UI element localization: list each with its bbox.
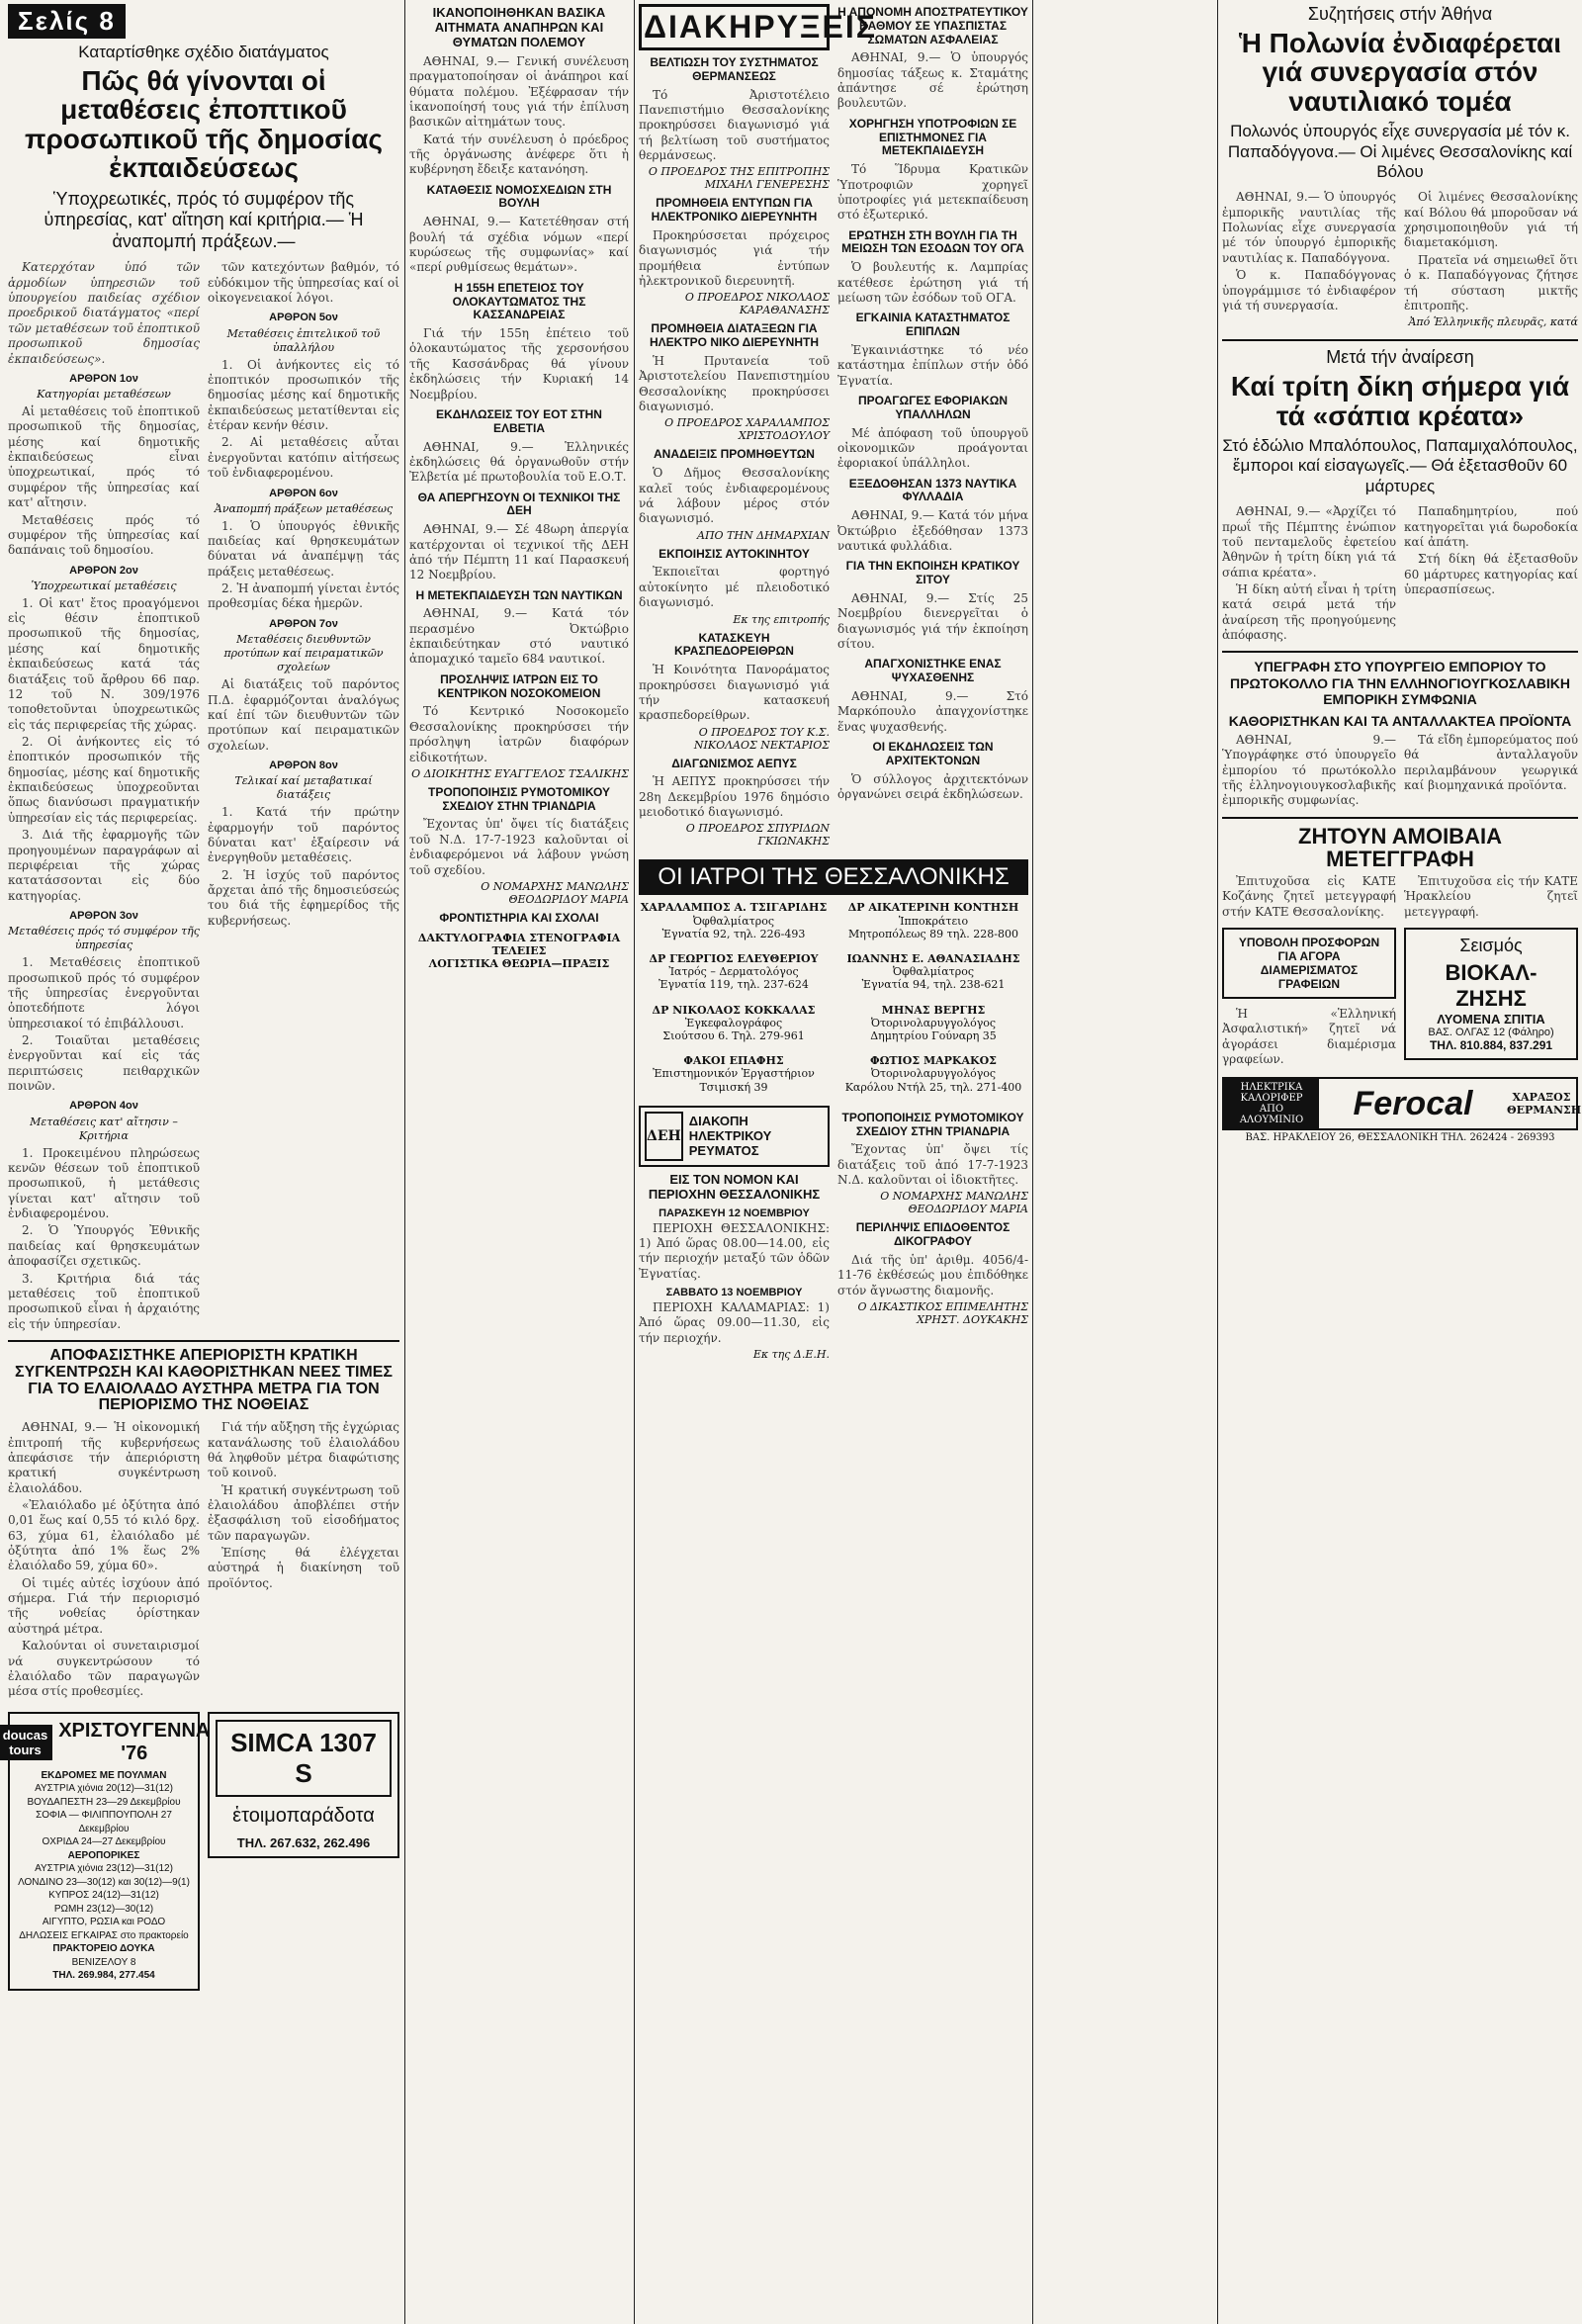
article-body: Τά εἴδη ἐμπορεύματος πού θά ἀνταλλαγοῦν περιλαμβάνουν γεωργικά καί βιομηχανικά προϊόντα. — [1404, 732, 1578, 792]
signature: Ο ΔΙΟΙΚΗΤΗΣ ΕΥΑΓΓΕΛΟΣ ΤΣΑΛΙΚΗΣ — [411, 766, 629, 780]
article-body: Ἐπιτυχοῦσα εἰς ΚΑΤΕ Κοζάνης ζητεῖ μετεγγραφή στήν ΚΑΤΕ Θεσσαλονίκης. — [1222, 873, 1396, 919]
article-headline: ΤΡΟΠΟΠΟΙΗΣΙΣ ΡΥΜΟΤΟΜΙΚΟΥ ΣΧΕΔΙΟΥ ΣΤΗΝ ΤΡΙΑΝΔΡΙΑ — [841, 1110, 1024, 1138]
travel-brand-logo: doucas tours — [0, 1725, 52, 1760]
article-heading: ΑΡΘΡΟΝ 7ον — [269, 617, 338, 630]
article-body: ΑΘΗΝΑΙ, 9.— Γενική συνέλευση πραγματοποίησαν οἱ ἀνάπηροι καί θύματα πολέμου. Ἐξέφρασαν τήν ἱκανοποίησή τους γιά τήν ἐπίλυση βασικῶν αἰτημάτων τους. Κατά τήν συνέλευση ὁ πρόεδρος τῆς ὀργάνωσης ἀνέφερε ὅτι ἡ κυβέρνηση ἔδειξε κατανόηση. — [409, 53, 629, 177]
article-heading: ΑΡΘΡΟΝ 4ον — [69, 1100, 138, 1113]
headline: Πῶς θά γίνονται οἱ μεταθέσεις ἐποπτικοῦ προσωπικοῦ τῆς δημοσίας ἐκπαιδεύσεως — [25, 65, 383, 184]
column-news — [409, 0, 629, 2324]
article-body: Ἡ Κοινότητα Πανοράματος προκηρύσσει διαγωνισμό γιά τήν κατασκευή κρασπεδορείθρων. — [639, 663, 830, 723]
article-headline: ΖΗΤΟΥΝ ΑΜΟΙΒΑΙΑ ΜΕΤΕΓΓΡΑΦΗ — [1298, 823, 1502, 871]
deck: Στό ἑδώλιο Μπαλόπουλος, Παπαμιχαλόπουλος, ἔμποροι καί εἰσαγωγεῖς.— Θά ἐξετασθοῦν 60 μάρτυρες — [1222, 436, 1578, 495]
ferocal-logo: Ferocal — [1353, 1084, 1473, 1122]
article-body: Ἐπιτυχοῦσα εἰς τήν ΚΑΤΕ Ἡρακλείου ζητεῖ μετεγγραφή. — [1404, 873, 1578, 919]
article-headline: ΠΡΟΜΗΘΕΙΑ ΔΙΑΤΑΞΕΩΝ ΓΙΑ ΗΛΕΚΤΡΟ ΝΙΚΟ ΔΙΕΡΕΥΝΗΤΗ — [650, 321, 819, 350]
article-headline: ΦΡΟΝΤΙΣΤΗΡΙΑ ΚΑΙ ΣΧΟΛΑΙ — [439, 910, 599, 925]
article-body: ΠΕΡΙΟΧΗ ΚΑΛΑΜΑΡΙΑΣ: 1) Ἀπό ὥρας 09.00—11.30, εἰς τήν περιοχήν. — [639, 1300, 830, 1345]
signature: Εκ της Δ.Ε.Η. — [752, 1348, 830, 1362]
article-headline: ΑΠΟΦΑΣΙΣΤΗΚΕ ΑΠΕΡΙΟΡΙΣΤΗ ΚΡΑΤΙΚΗ ΣΥΓΚΕΝΤΡΩΣΗ ΚΑΙ ΚΑΘΟΡΙΣΤΗΚΑΝ ΝΕΕΣ ΤΙΜΕΣ ΓΙΑ ΤΟ ΕΛΑΙΟΛΑΔΟ ΑΥΣΤΗΡΑ ΜΕΤΡΑ ΓΙΑ ΤΟΝ ΠΕΡΙΟΡΙΣΜΟ ΤΗΣ ΝΟΘΕΙΑΣ — [14, 1346, 394, 1414]
article-body: Ἡ «Ἑλληνική Ἀσφαλιστική» ζητεῖ νά ἀγοράσει διαμέρισμα γραφείων. — [1222, 1006, 1396, 1066]
article-body: Τό Ἀριστοτέλειο Πανεπιστήμιο Θεσσαλονίκης προκηρύσσει διαγωνισμό γιά τή βελτίωση τοῦ συστήματος θερμάνσεως. — [639, 87, 830, 163]
article-headline: ΕΚΠΟΙΗΣΙΣ ΑΥΤΟΚΙΝΗΤΟΥ — [659, 546, 810, 561]
divider — [1222, 817, 1578, 819]
article-body: ΑΘΗΝΑΙ, 9.— Ὁ ὑπουργός ἐμπορικῆς ναυτιλίας τῆς Πολωνίας εἶχε συνεργασία μέ τόν ὑπουργό ἐμπορικῆς ναυτιλίας κ. Παπαδόγγονα. Ὁ κ. Παπαδόγγονας ὑπογράμμισε τό ἐνδιαφέρον γιά τή συνεργασία. — [1222, 190, 1396, 313]
article-headline: ΕΞΕΔΟΘΗΣΑΝ 1373 ΝΑΥΤΙΚΑ ΦΥΛΛΑΔΙΑ — [848, 476, 1017, 504]
divider — [1222, 651, 1578, 653]
article-subheading: Μεταθέσεις πρός τό συμφέρον τῆς ὑπηρεσίας — [8, 925, 200, 952]
article-headline: Η ΜΕΤΕΚΠΑΙΔΕΥΣΗ ΤΩΝ ΝΑΥΤΙΚΩΝ — [415, 587, 623, 602]
doctors-directory-title: ΟΙ ΙΑΤΡΟΙ ΤΗΣ ΘΕΣΣΑΛΟΝΙΚΗΣ — [639, 859, 1028, 895]
headline: Καί τρίτη δίκη σήμερα γιά τά «σάπια κρέατα» — [1230, 371, 1570, 431]
article-headline: ΑΠΑΓΧΟΝΙΣΤΗΚΕ ΕΝΑΣ ΨΥΧΑΣΘΕΝΗΣ — [864, 657, 1002, 685]
doctor-listing: ΙΩΑΝΝΗΣ Ε. ΑΘΑΝΑΣΙΑΔΗΣ Ὀφθαλμίατρος Ἐγνατία 94, τηλ. 238-621 — [846, 952, 1020, 992]
signature: Ο ΠΡΟΕΔΡΟΣ ΧΑΡΑΛΑΜΠΟΣ ΧΡΙΣΤΟΔΟΥΛΟΥ — [664, 416, 830, 443]
ferocal-address: ΒΑΣ. ΗΡΑΚΛΕΙΟΥ 26, ΘΕΣΣΑΛΟΝΙΚΗ ΤΗΛ. 262424 - 269393 — [1245, 1132, 1555, 1144]
article-body: ΑΘΗΝΑΙ, 9.— Κατά τόν μήνα Ὀκτώβριο ἐξεδόθησαν 1373 ναυτικά φυλλάδια. — [837, 508, 1028, 553]
doctor-listing: ΦΑΚΟΙ ΕΠΑΦΗΣ Ἐπιστημονικόν Ἐργαστήριον Τσιμισκή 39 — [653, 1054, 815, 1094]
article-heading: ΑΡΘΡΟΝ 6ον — [269, 487, 338, 499]
doctor-listing: ΔΡ ΑΙΚΑΤΕΡΙΝΗ ΚΟΝΤΗΣΗ Ἱπποκράτειο Μητροπόλεως 89 τηλ. 228-800 — [847, 901, 1019, 940]
doctor-listing: ΔΡ ΓΕΩΡΓΙΟΣ ΕΛΕΥΘΕΡΙΟΥ Ἰατρός – Δερματολόγος Ἐγνατία 119, τηλ. 237-624 — [649, 952, 819, 992]
article-body: Ἡ ΑΕΠΥΣ προκηρύσσει τήν 28η Δεκεμβρίου 1976 δημόσιο μειοδοτικό διαγωνισμό. — [639, 774, 830, 820]
article-body: Ἔχοντας ὑπ' ὄψει τίς διατάξεις τοῦ Ν.Δ. 17-7-1923 καλοῦνται οἱ ἐνδιαφερόμενοι νά λάβουν γνώση τοῦ σχεδίου. — [409, 817, 629, 877]
signature: Ο ΔΙΚΑΣΤΙΚΟΣ ΕΠΙΜΕΛΗΤΗΣ ΧΡΗΣΤ. ΔΟΥΚΑΚΗΣ — [857, 1300, 1028, 1327]
article-headline: ΠΡΟΜΗΘΕΙΑ ΕΝΤΥΠΩΝ ΓΙΑ ΗΛΕΚΤΡΟΝΙΚΟ ΔΙΕΡΕΥΝΗΤΗ — [651, 196, 818, 224]
kicker: Μετά τήν ἀναίρεση — [1326, 347, 1474, 368]
deh-notice-header — [639, 1106, 830, 1167]
article-headline: ΠΡΟΣΛΗΨΙΣ ΙΑΤΡΩΝ ΕΙΣ ΤΟ ΚΕΝΤΡΙΚΟΝ ΝΟΣΟΚΟΜΕΙΟΝ — [437, 671, 601, 700]
announcements-banner: ΔΙΑΚΗΡΥΞΕΙΣ — [639, 4, 830, 50]
article-subheading: Μεταθέσεις κατ' αἴτησιν – Κριτήρια — [30, 1115, 178, 1142]
offer-notice: ΥΠΟΒΟΛΗ ΠΡΟΣΦΟΡΩΝ ΓΙΑ ΑΓΟΡΑ ΔΙΑΜΕΡΙΣΜΑΤΟΣ ΓΡΑΦΕΙΩΝ — [1222, 928, 1396, 999]
deh-title: ΔΙΑΚΟΠΗ ΗΛΕΚΤΡΙΚΟΥ ΡΕΥΜΑΤΟΣ — [688, 1114, 772, 1159]
article-body: ΑΘΗΝΑΙ, 9.— Κατά τόν περασμένο Ὀκτώβριο ἐκπαιδεύτηκαν στό ναυτικό ἀπομαχικό ταμεῖο 684 ναυτικοί. — [409, 606, 629, 667]
column-rule — [634, 0, 635, 2324]
deh-day: ΣΑΒΒΑΤΟ 13 ΝΟΕΜΒΡΙΟΥ — [665, 1287, 803, 1299]
article-body: Διά τῆς ὑπ' ἀριθμ. 4056/4-11-76 ἐκθέσεώς μου ἐπιδόθηκε στόν ἄγνωστης διαμονῆς. — [837, 1252, 1028, 1297]
signature: Ο ΠΡΟΕΔΡΟΣ ΝΙΚΟΛΑΟΣ ΚΑΡΑΘΑΝΑΣΗΣ — [684, 291, 830, 317]
doctor-listing: ΦΩΤΙΟΣ ΜΑΡΚΑΚΟΣ Ὀτορινολαρυγγολόγος Καρόλου Ντήλ 25, τηλ. 271-400 — [844, 1054, 1022, 1094]
doctor-listing: ΧΑΡΑΛΑΜΠΟΣ Α. ΤΣΙΓΑΡΙΔΗΣ Ὀφθαλμίατρος Ἐγνατία 92, τηλ. 226-493 — [640, 901, 828, 940]
article-headline: ΥΠΕΓΡΑΦΗ ΣΤΟ ΥΠΟΥΡΓΕΙΟ ΕΜΠΟΡΙΟΥ ΤΟ ΠΡΩΤΟΚΟΛΛΟ ΓΙΑ ΤΗΝ ΕΛΛΗΝΟΓΙΟΥΓΚΟΣΛΑΒΙΚΗ ΕΜΠΟΡΙΚΗ ΣΥΜΦΩΝΙΑ — [1230, 659, 1570, 707]
ad-travel — [2, 1712, 211, 1991]
article-body: ΑΘΗΝΑΙ, 9.— «Ἀρχίζει τό πρωΐ τῆς Πέμπτης ἐνώπιον τοῦ πενταμελοῦς ἐφετείου Ἀθηνῶν ἡ τρίτη δίκη γιά τά σάπια κρέατα». Ἡ δίκη αὐτή εἶναι ἡ τρίτη κατά σειρά μετά τήν ἀναίρεση τῆς προηγούμενης ἀπόφασης. — [1222, 504, 1396, 643]
article-body: Τό Κεντρικό Νοσοκομεῖο Θεσσαλονίκης προκηρύσσει τήν πρόσληψη ἰατρῶν διαφόρων εἰδικοτήτων. — [409, 704, 629, 764]
article-subheading: Μεταθέσεις ἐπιτελικοῦ τοῦ ὑπαλλήλου — [226, 326, 381, 354]
article-body: Ὁ σύλλογος ἀρχιτεκτόνων ὀργανώνει σειρά ἐκδηλώσεων. — [837, 771, 1028, 801]
article-body: Γιά τήν αὔξηση τῆς ἐγχώριας κατανάλωσης τοῦ ἐλαιολάδου θά ληφθοῦν μέτρα διαφώτισης τοῦ κοινοῦ. Ἡ κρατική συγκέντρωση τοῦ ἐλαιολάδου ἀποβλέπει στήν ἐξασφάλιση τοῦ εἰσοδήματος τῶν παραγωγῶν. Ἐπίσης θά ἐλέγχεται αὐστηρά ἡ διακίνηση τοῦ προϊόντος. — [208, 1420, 399, 1590]
deh-subtitle: ΕΙΣ ΤΟΝ ΝΟΜΟΝ ΚΑΙ ΠΕΡΙΟΧΗΝ ΘΕΣΣΑΛΟΝΙΚΗΣ — [648, 1171, 821, 1202]
car-model: SIMCA 1307 S — [216, 1720, 392, 1797]
article-heading: ΑΡΘΡΟΝ 8ον — [269, 759, 338, 771]
signature: Ο ΠΡΟΕΔΡΟΣ ΣΠΥΡΙΔΩΝ ΓΚΙΩΝΑΚΗΣ — [685, 822, 830, 849]
article-headline: ΕΡΩΤΗΣΗ ΣΤΗ ΒΟΥΛΗ ΓΙΑ ΤΗ ΜΕΙΩΣΗ ΤΩΝ ΕΣΟΔΩΝ ΤΟΥ ΟΓΑ — [841, 227, 1024, 256]
ad-earthquake-houses: Σεισμός ΒΙΟΚΑΛ-ΖΗΣΗΣ ΛΥΟΜΕΝΑ ΣΠΙΤΙΑ ΒΑΣ. ΟΛΓΑΣ 12 (Φάληρο) ΤΗΛ. 810.884, 837.291 — [1404, 928, 1578, 1060]
column-rule — [1217, 0, 1218, 2324]
tutoring-ad: ΔΑΚΤΥΛΟΓΡΑΦΙΑ ΣΤΕΝΟΓΡΑΦΙΑ ΤΕΛΕΙΕΣ ΛΟΓΙΣΤΙΚΑ ΘΕΩΡΙΑ—ΠΡΑΞΙΣ — [417, 931, 621, 971]
article-heading: ΑΡΘΡΟΝ 5ον — [269, 312, 338, 324]
article-headline: Η 155Η ΕΠΕΤΕΙΟΣ ΤΟΥ ΟΛΟΚΑΥΤΩΜΑΤΟΣ ΤΗΣ ΚΑΣΣΑΝΔΡΕΙΑΣ — [452, 280, 586, 322]
car-status: ἑτοιμοπαράδοτα — [232, 1804, 375, 1827]
article-body: ΑΘΗΝΑΙ, 9.— Ὑπογράφηκε στό ὑπουργεῖο ἐμπορίου τό πρωτόκολλο τῆς ἑλληνογιουγκοσλαβικῆς ἐμπορικῆς συμφωνίας. — [1222, 732, 1396, 808]
article-body: Μέ ἀπόφαση τοῦ ὑπουργοῦ οἰκονομικῶν προάγονται ἐφοριακοί ὑπάλληλοι. — [837, 425, 1028, 471]
dateline: ΑΘΗΝΑΙ, 9.— Ἡ οἰκονομική ἐπιτροπή τῆς κυβερνήσεως ἀπεφάσισε τήν ἀπεριόριστη κρατική συγκέντρωση ἐλαιολάδου. — [8, 1420, 200, 1495]
article-headline: ΑΝΑΔΕΙΞΙΣ ΠΡΟΜΗΘΕΥΤΩΝ — [654, 447, 815, 462]
signature: Ο ΝΟΜΑΡΧΗΣ ΜΑΝΩΛΗΣ ΘΕΟΔΩΡΙΔΟΥ ΜΑΡΙΑ — [481, 879, 629, 906]
signature: Ἀπό Ἑλληνικῆς πλευρᾶς, κατά — [1408, 315, 1578, 329]
article-headline: ΚΑΤΑΣΚΕΥΗ ΚΡΑΣΠΕΔΟΡΕΙΘΡΩΝ — [674, 630, 794, 659]
article-body: Γιά τήν 155η ἐπέτειο τοῦ ὁλοκαυτώματος τῆς χερσονήσου τῆς Κασσάνδρας θά γίνουν ἐκδηλώσεις τήν Κυριακή 14 Νοεμβρίου. — [409, 326, 629, 402]
deh-day: ΠΑΡΑΣΚΕΥΗ 12 ΝΟΕΜΒΡΙΟΥ — [659, 1207, 810, 1219]
article-body: Τό Ἵδρυμα Κρατικῶν Ὑποτροφιῶν χορηγεῖ ὑποτροφίες γιά μετεκπαίδευση στό ἐξωτερικό. — [837, 162, 1028, 223]
article-headline: Η ΑΠΟΝΟΜΗ ΑΠΟΣΤΡΑΤΕΥΤΙΚΟΥ ΒΑΘΜΟΥ ΣΕ ΥΠΑΣΠΙΣΤΑΣ ΣΩΜΑΤΩΝ ΑΣΦΑΛΕΙΑΣ — [837, 5, 1028, 46]
signature: Ο ΠΡΟΕΔΡΟΣ ΤΗΣ ΕΠΙΤΡΟΠΗΣ ΜΙΧΑΗΛ ΓΕΝΕΡΕΣΗΣ — [648, 165, 830, 192]
article-headline: ΔΙΑΓΩΝΙΣΜΟΣ ΑΕΠΥΣ — [671, 756, 797, 770]
article-heading: ΑΡΘΡΟΝ 1ον — [69, 372, 138, 385]
column-rule — [404, 0, 405, 2324]
deh-logo-icon: ΔΕΗ — [645, 1112, 683, 1161]
article-headline: ΘΑ ΑΠΕΡΓΗΣΟΥΝ ΟΙ ΤΕΧΝΙΚΟΙ ΤΗΣ ΔΕΗ — [417, 490, 621, 518]
doctor-listing: ΔΡ ΝΙΚΟΛΑΟΣ ΚΟΚΚΑΛΑΣ Ἐγκεφαλογράφος Σιούτσου 6. Τηλ. 279-961 — [652, 1003, 816, 1042]
article-body: Ἡ Πρυτανεία τοῦ Ἀριστοτελείου Πανεπιστημίου Θεσσαλονίκης προκηρύσσει διαγωνισμό. — [639, 354, 830, 414]
article-body: ΑΘΗΝΑΙ, 9.— Στίς 25 Νοεμβρίου διενεργεῖται ὁ διαγωνισμός γιά τήν ἐκποίηση σίτου. — [837, 590, 1028, 652]
kicker: Καταρτίσθηκε σχέδιο διατάγματος — [78, 43, 329, 61]
article-headline: ΠΕΡΙΛΗΨΙΣ ΕΠΙΔΟΘΕΝΤΟΣ ΔΙΚΟΓΡΑΦΟΥ — [855, 1220, 1011, 1249]
article-headline: ΚΑΘΟΡΙΣΤΗΚΑΝ ΚΑΙ ΤΑ ΑΝΤΑΛΛΑΚΤΕΑ ΠΡΟΪΟΝΤΑ — [1228, 712, 1572, 729]
signature: ΑΠΟ ΤΗΝ ΔΗΜΑΡΧΙΑΝ — [697, 528, 830, 542]
article-headline: ΓΙΑ ΤΗΝ ΕΚΠΟΙΗΣΗ ΚΡΑΤΙΚΟΥ ΣΙΤΟΥ — [845, 559, 1020, 587]
article-body: Παπαδημητρίου, πού κατηγορεῖται γιά δωροδοκία καί ἀπάτη. Στή δίκη θά ἐξετασθοῦν 60 μάρτυρες κατηγορίας καί ὑπερασπίσεως. — [1404, 504, 1578, 597]
article-subheading: Τελικαί καί μεταβατικαί διατάξεις — [234, 774, 373, 802]
column-shipping — [1222, 0, 1582, 2324]
article-body: Ἐκποιεῖται φορτηγό αὐτοκίνητο μέ πλειοδοτικό διαγωνισμό. — [639, 565, 830, 610]
doctor-listing: ΜΗΝΑΣ ΒΕΡΓΗΣ Ὀτορινολαρυγγολόγος Δημητρίου Γούναρη 35 — [870, 1003, 997, 1042]
article-body: τῶν κατεχόντων βαθμόν, τό εὐδόκιμον τῆς ὑπηρεσίας καί οἱ οἰκογενειακοί λόγοι. ΑΡΘΡΟΝ 5ον Μεταθέσεις ἐπιτελικοῦ τοῦ ὑπαλλήλου 1. Οἱ ἀνήκοντες εἰς τό ἐποπτικόν προσωπικόν τῆς δημοσίας μέσης καί δημοτικῆς ἐκπαιδεύσεως μετατίθενται εἰς ἑτέραν κενήν θέσιν. 2. Αἱ μεταθέσεις αὗται ἐνεργοῦνται κατόπιν αἰτήσεως τοῦ ἐνδιαφερομένου. ΑΡΘΡΟΝ 6ον Ἀναπομπή πράξεων μεταθέσεως 1. Ὁ ὑπουργός ἐθνικῆς παιδείας καί θρησκευμάτων δύναται νά ἀναπέμψῃ τάς πράξεις μεταθέσεως. 2. Ἡ ἀναπομπή γίνεται ἐντός προθεσμίας δέκα ἡμερῶν. ΑΡΘΡΟΝ 7ον Μεταθέσεις διευθυντῶν προτύπων καί πειραματικῶν σχολείων Αἱ διατάξεις τοῦ παρόντος Π.Δ. ἐφαρμόζονται ἀναλόγως καί ἐπί τῶν διευθυντῶν τῶν προτύπων καί πειραματικῶν σχολείων. ΑΡΘΡΟΝ 8ον Τελικαί καί μεταβατικαί διατάξεις 1. Κατά τήν πρώτην ἐφαρμογήν τοῦ παρόντος δύναται κατ' ἐξαίρεσιν νά ἐνεργηθοῦν μεταθέσεις. 2. Ἡ ἰσχύς τοῦ παρόντος ἄρχεται ἀπό τῆς δημοσιεύσεώς του διά τῆς ἐφημερίδος τῆς κυβερνήσεως. — [208, 260, 399, 928]
article-body: Ἐγκαινιάστηκε τό νέο κατάστημα ἐπίπλων στήν ὁδό Ἐγνατία. — [837, 342, 1028, 388]
divider — [8, 1340, 399, 1342]
article-body: Ὁ Δῆμος Θεσσαλονίκης καλεῖ τούς ἐνδιαφερομένους νά λάβουν μέρος στόν διαγωνισμό. — [639, 466, 830, 526]
article-body: Ὁ βουλευτής κ. Λαμπρίας κατέθεσε ἐρώτηση γιά τή μείωση τῶν ἐσόδων τοῦ ΟΓΑ. — [837, 260, 1028, 305]
article-headline: ΒΕΛΤΙΩΣΗ ΤΟΥ ΣΥΣΤΗΜΑΤΟΣ ΘΕΡΜΑΝΣΕΩΣ — [650, 55, 819, 83]
article-body: ΑΘΗΝΑΙ, 9.— Στό Μαρκόπουλο ἀπαγχονίστηκε ἕνας ψυχασθενής. — [837, 688, 1028, 734]
signature: Εκ της επιτροπής — [733, 612, 830, 626]
article-body: Οἱ λιμένες Θεσσαλονίκης καί Βόλου θά μποροῦσαν νά χρησιμοποιηθοῦν γιά τή διαμετακόμιση. Πρατεῖα νά σημειωθεῖ ὅτι ὁ κ. Παπαδόγγονας ζήτησε τή σύσταση μικτῆς ἐπιτροπῆς. Ἀπό Ἑλληνικῆς πλευρᾶς, κατά — [1404, 190, 1578, 329]
kicker: Συζητήσεις στήν Ἀθήνα — [1307, 4, 1493, 24]
article-body: ΑΘΗΝΑΙ, 9.— Ἡ οἰκονομική ἐπιτροπή τῆς κυβερνήσεως ἀπεφάσισε τήν ἀπεριόριστη κρατική συγκέντρωση ἐλαιολάδου. «Ἐλαιόλαδο μέ ὀξύτητα ἀπό 0,01 ἕως καί 0,55 τό κιλό δρχ. 63, χύμα 61, ἐλαιόλαδο μέ ὀξύτητα ἀπό 1% ἕως 2% ἐλαιόλαδο 59, χύμα 60». Οἱ τιμές αὐτές ἰσχύουν ἀπό σήμερα. Γιά τήν περιορισμό τῆς νοθείας ὁρίστηκαν αὐστηρά μέτρα. Καλούνται οἱ συνεταιρισμοί νά συγκεντρώσουν τό ἐλαιόλαδο τῶν παραγωγῶν μέσα στίς προθεσμίες. — [8, 1420, 200, 1699]
deck: Πολωνός ὑπουργός εἶχε συνεργασία μέ τόν κ. Παπαδόγγονα.— Οἱ λιμένες Θεσσαλονίκης καί Βόλου — [1227, 122, 1573, 181]
divider — [1222, 339, 1578, 341]
article-body: ΑΘΗΝΑΙ, 9.— Σέ 48ωρη ἀπεργία κατέρχονται οἱ τεχνικοί τῆς ΔΕΗ ἀπό τήν Πέμπτη 11 καί Παρασκευή 12 Νοεμβρίου. — [409, 522, 629, 582]
article-headline: ΕΚΔΗΛΩΣΕΙΣ ΤΟΥ ΕΟΤ ΣΤΗΝ ΕΛΒΕΤΙΑ — [436, 406, 602, 435]
signature: Ο ΠΡΟΕΔΡΟΣ ΤΟΥ Κ.Σ. ΝΙΚΟΛΑΟΣ ΝΕΚΤΑΡΙΟΣ — [693, 725, 830, 752]
article-body: Προκηρύσσεται πρόχειρος διαγωνισμός γιά τήν προμήθεια ἐντύπων ἠλεκτρονικοῦ διερευνητῆ. — [639, 227, 830, 289]
article-body: ΠΕΡΙΟΧΗ ΘΕΣΣΑΛΟΝΙΚΗΣ: 1) Ἀπό ὥρας 08.00—14.00, εἰς τήν περιοχήν μεταξύ τῶν ὁδῶν Ἐγνατίας. — [639, 1220, 830, 1281]
article-body: ΑΘΗΝΑΙ, 9.— Κατετέθησαν στή βουλή τά σχέδια νόμων «περί κυρώσεως τῆς συμφωνίας» καί «περί ρυθμίσεως θεμάτων». — [409, 215, 629, 275]
deck: Ὑποχρεωτικές, πρός τό συμφέρον τῆς ὑπηρεσίας, κατ' αἴτηση καί κριτήρια.— Ἡ ἀναπομπή πράξεων.— — [44, 188, 364, 251]
article-body: ΑΘΗΝΑΙ, 9.— Ὁ ὑπουργός δημοσίας τάξεως κ. Σταμάτης ἀπάντησε σέ ἐρώτηση βουλευτῶν. — [837, 50, 1028, 111]
article-subheading: Ἀναπομπή πράξεων μεταθέσεως — [214, 501, 394, 515]
article-subheading: Κατηγορίαι μεταθέσεων — [37, 387, 171, 401]
article-body: Ἔχοντας ὑπ' ὄψει τίς διατάξεις τοῦ ἀπό 17-7-1923 Ν.Δ. καλοῦνται οἱ ἰδιοκτῆτες. — [837, 1142, 1028, 1188]
travel-ad-title: ΧΡΙΣΤΟΥΓΕΝΝΑ '76 — [58, 1719, 211, 1764]
article-headline: ΟΙ ΕΚΔΗΛΩΣΕΙΣ ΤΩΝ ΑΡΧΙΤΕΚΤΟΝΩΝ — [872, 740, 994, 767]
car-phones: ΤΗΛ. 267.632, 262.496 — [236, 1834, 371, 1850]
article-heading: ΑΡΘΡΟΝ 3ον — [69, 909, 138, 922]
article-body: ΑΘΗΝΑΙ, 9.— Ἑλληνικές ἐκδηλώσεις θά ὀργανωθοῦν στήν Ἐλβετία μέ πρωτοβουλία τοῦ Ε.Ο.Τ. — [409, 439, 629, 485]
article-headline: ΙΚΑΝΟΠΟΙΗΘΗΚΑΝ ΒΑΣΙΚΑ ΑΙΤΗΜΑΤΑ ΑΝΑΠΗΡΩΝ ΚΑΙ ΘΥΜΑΤΩΝ ΠΟΛΕΜΟΥ — [432, 5, 606, 49]
ad-ferocal: ΗΛΕΚΤΡΙΚΑ ΚΑΛΟΡΙΦΕΡ ΑΠΟ ΑΛΟΥΜΙΝΙΟ Ferocal ΧΑΡΑΞΟΣ ΘΕΡΜΑΝΣΗ — [1222, 1077, 1578, 1130]
column-rule — [1032, 0, 1033, 2324]
article-heading: ΑΡΘΡΟΝ 2ον — [69, 564, 138, 577]
article-headline: ΠΡΟΑΓΩΓΕΣ ΕΦΟΡΙΑΚΩΝ ΥΠΑΛΛΗΛΩΝ — [857, 394, 1009, 421]
headline: Ἡ Πολωνία ἐνδιαφέρεται γιά συνεργασία στόν ναυτιλιακό τομέα — [1238, 28, 1562, 117]
article-subheading: Ὑποχρεωτικαί μεταθέσεις — [31, 579, 177, 592]
article-headline: ΤΡΟΠΟΠΟΙΗΣΙΣ ΡΥΜΟΤΟΜΙΚΟΥ ΣΧΕΔΙΟΥ ΣΤΗΝ ΤΡΙΑΝΔΡΙΑ — [428, 784, 610, 813]
page-section-label: Σελίς 8 — [8, 4, 126, 39]
doctors-directory — [639, 895, 1028, 1099]
column-announcements — [639, 0, 1028, 2324]
article-headline: ΚΑΤΑΘΕΣΙΣ ΝΟΜΟΣΧΕΔΙΩΝ ΣΤΗ ΒΟΥΛΗ — [426, 182, 612, 211]
article-subheading: Μεταθέσεις διευθυντῶν προτύπων καί πειραματικῶν σχολείων — [223, 632, 384, 674]
travel-ad-lines: ΕΚΔΡΟΜΕΣ ΜΕ ΠΟΥΛΜΑΝ ΑΥΣΤΡΙΑ χιόνια 20(12)—31(12) ΒΟΥΔΑΠΕΣΤΗ 23—29 Δεκεμβρίου ΣΟΦΙΑ — ΦΙΛΙΠΠΟΥΠΟΛΗ 27 Δεκεμβρίου ΟΧΡΙΔΑ 24—27 Δεκεμβρίου ΑΕΡΟΠΟΡΙΚΕΣ ΑΥΣΤΡΙΑ χιόνια 23(12)—31(12) ΛΟΝΔΙΝΟ 23—30(12) και 30(12)—9(1) ΚΥΠΡΟΣ 24(12)—31(12) ΡΩΜΗ 23(12)—30(12) ΑΙΓΥΠΤΟ, ΡΩΣΙΑ και ΡΟΔΟ ΔΗΛΩΣΕΙΣ ΕΓΚΑΙΡΑΣ στο πρακτορείο ΠΡΑΚΤΟΡΕΙΟ ΔΟΥΚΑ ΒΕΝΙΖΕΛΟΥ 8 ΤΗΛ. 269.984, 277.454 — [18, 1769, 190, 1982]
ad-car — [208, 1712, 399, 1858]
article-body: Κατερχόταν ὑπό τῶν ἁρμοδίων ὑπηρεσιῶν τοῦ ὑπουργείου παιδείας σχέδιον προεδρικοῦ διατάγματος «περί τῶν μεταθέσεων τοῦ ἐποπτικοῦ προσωπικοῦ δημοσίας ἐκπαιδεύσεως». ΑΡΘΡΟΝ 1ον Κατηγορίαι μεταθέσεων Αἱ μεταθέσεις τοῦ ἐποπτικοῦ προσωπικοῦ τῆς δημοσίας, μέσης καί δημοτικῆς ἐκπαιδεύσεως εἶναι ὑποχρεωτικαί, πρός τό συμφέρον τῆς ὑπηρεσίας καί κατ' αἴτησιν. Μεταθέσεις πρός τό συμφέρον τῆς ὑπηρεσίας καί δαπάναις τοῦ δημοσίου. ΑΡΘΡΟΝ 2ον Ὑποχρεωτικαί μεταθέσεις 1. Οἱ κατ' ἔτος προαγόμενοι εἰς θέσιν ἐποπτικοῦ προσωπικοῦ τῆς δημοσίας, μέσης καί δημοτικῆς ἐκπαιδεύσεως κατά τάς διατάξεις τοῦ ἄρθρου 66 παρ. 12 τοῦ Ν. 309/1976 τοποθετοῦνται ὑποχρεωτικῶς εἰς τάς περιφερείας τῆς χώρας. 2. Οἱ ἀνήκοντες εἰς τό ἐποπτικόν προσωπικόν τῆς δημοσίας, μέσης καί δημοτικῆς ἐκπαιδεύσεως ὑποχρεοῦνται ὅπως διανύσωσι πραγματικήν ὑπηρεσίαν εἰς τάς περιφερείας. 3. Διά τῆς ἐφαρμογῆς τῶν προηγουμένων παραγράφων αἱ περιφέρειαι τῆς χώρας κατατάσσονται εἰς δύο κατηγορίας. ΑΡΘΡΟΝ 3ον Μεταθέσεις πρός τό συμφέρον τῆς ὑπηρεσίας 1. Μεταθέσεις ἐποπτικοῦ προσωπικοῦ πρός τό συμφέρον τῆς ὑπηρεσίας ἐνεργοῦνται ὁποτεδήποτε λόγοι ὑπηρεσιακοί τό ἐπιβάλλουσι. 2. Τοιαῦται μεταθέσεις ἐνεργοῦνται καί εἰς τάς περιπτώσεις πειθαρχικῶν ποινῶν. ΑΡΘΡΟΝ 4ον Μεταθέσεις κατ' αἴτησιν – Κριτήρια 1. Προκειμένου πληρώσεως κενῶν θέσεων τοῦ ἐποπτικοῦ προσωπικοῦ, ἡ μετάθεσις γίνεται κατ' αἴτησιν τοῦ ἐνδιαφερομένου. 2. Ὁ Ὑπουργός Ἐθνικῆς παιδείας καί θρησκευμάτων ἀποφασίζει σχετικῶς. 3. Κριτήρια διά τάς μεταθέσεις τοῦ ἐποπτικοῦ προσωπικοῦ εἶναι ἡ ἀρχαιότης εἰς τήν ὑπηρεσίαν. — [8, 260, 200, 1331]
signature: Ο ΝΟΜΑΡΧΗΣ ΜΑΝΩΛΗΣ ΘΕΟΔΩΡΙΔΟΥ ΜΑΡΙΑ — [880, 1190, 1028, 1216]
article-headline: ΧΟΡΗΓΗΣΗ ΥΠΟΤΡΟΦΙΩΝ ΣΕ ΕΠΙΣΤΗΜΟΝΕΣ ΓΙΑ ΜΕΤΕΚΠΑΙΔΕΥΣΗ — [848, 116, 1017, 158]
article-headline: ΕΓΚΑΙΝΙΑ ΚΑΤΑΣΤΗΜΑΤΟΣ ΕΠΙΠΛΩΝ — [855, 311, 1011, 339]
column-education — [2, 0, 399, 2324]
